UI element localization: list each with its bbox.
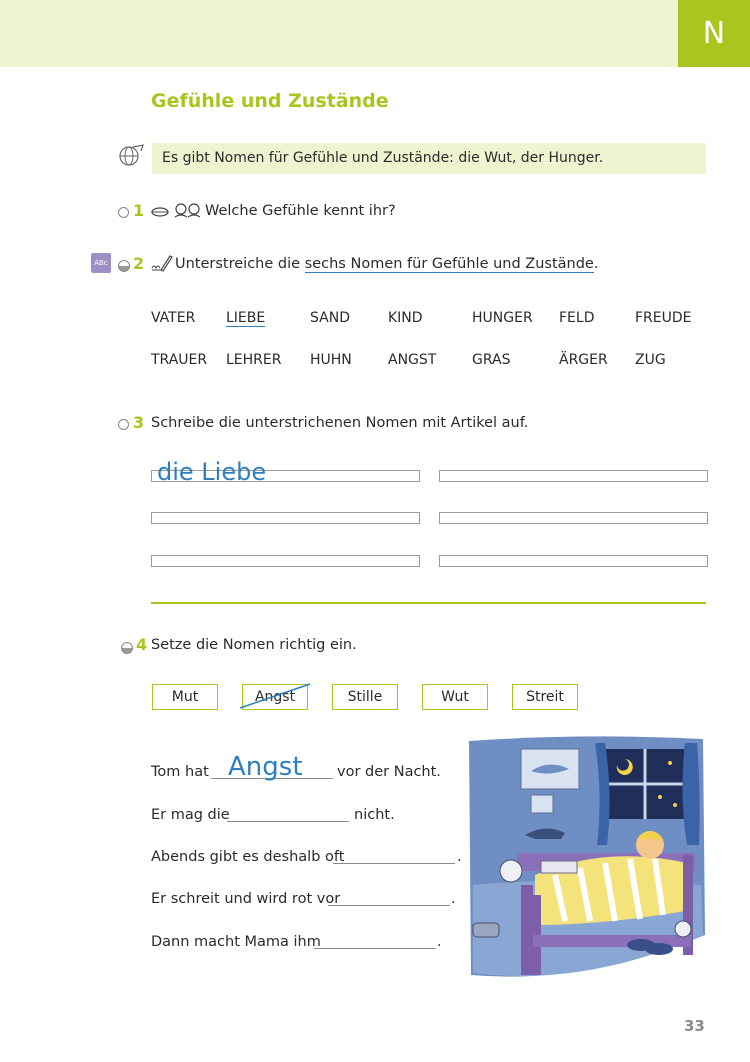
sentence-end: . [437, 934, 442, 950]
difficulty-circle-icon [118, 419, 129, 430]
word-box[interactable] [152, 684, 218, 710]
blank-line[interactable] [328, 904, 450, 906]
globe-pointer-icon [117, 143, 145, 167]
word-box-label: Stille [347, 689, 383, 705]
sentence-end: nicht. [354, 807, 395, 823]
blank-line[interactable] [333, 862, 455, 864]
chapter-letter: N [702, 16, 726, 51]
word[interactable]: ÄRGER [559, 352, 608, 368]
task3-number: 3 [133, 413, 145, 432]
word[interactable]: TRAUER [151, 352, 208, 368]
word-box-label: Mut [171, 689, 199, 705]
bedroom-illustration [465, 735, 707, 991]
word-box[interactable] [332, 684, 398, 710]
difficulty-halfcircle-icon [121, 642, 133, 654]
task3-text: Schreibe die unterstrichenen Nomen mit Artikel auf. [151, 415, 529, 431]
sentence-start: Er schreit und wird rot vor [151, 891, 341, 907]
sentence-end: . [457, 849, 462, 865]
abc-badge-label: ABc [94, 259, 108, 267]
task1-number: 1 [133, 201, 145, 220]
word-box[interactable] [512, 684, 578, 710]
page-number: 33 [684, 1017, 705, 1035]
word[interactable]: ZUG [635, 352, 666, 368]
writing-line[interactable] [151, 512, 420, 524]
task2-text-underlined: sechs Nomen für Gefühle und Zustände [304, 256, 594, 272]
sentence-start: Abends gibt es deshalb oft [151, 849, 345, 865]
word[interactable]: LEHRER [226, 352, 282, 368]
task2-text-before: Unterstreiche die [175, 256, 301, 272]
pencil-write-icon [151, 254, 173, 272]
word[interactable]: FELD [559, 310, 595, 326]
sentence-end: vor der Nacht. [337, 764, 441, 780]
word[interactable]: HUNGER [472, 310, 533, 326]
chapter-tab [678, 0, 750, 67]
writing-line[interactable] [439, 512, 708, 524]
rule-box [152, 143, 706, 174]
word[interactable]: VATER [151, 310, 196, 326]
difficulty-halfcircle-icon [118, 260, 130, 272]
task2-text-after: . [593, 256, 599, 272]
word-box-label: Angst [254, 689, 296, 705]
word[interactable]: FREUDE [635, 310, 692, 326]
abc-badge [91, 253, 111, 273]
task1-text: Welche Gefühle kennt ihr? [205, 203, 396, 219]
blank-line[interactable] [227, 820, 349, 822]
handwritten-answer: Angst [228, 752, 303, 782]
task2-instruction [175, 256, 598, 272]
sentence-start: Er mag die [151, 807, 230, 823]
task4-text: Setze die Nomen richtig ein. [151, 637, 357, 653]
talk-together-icon [151, 203, 203, 219]
sentence-end: . [451, 891, 456, 907]
header-band [0, 0, 678, 67]
rule-text: Es gibt Nomen für Gefühle und Zustände: die Wut, der Hunger. [162, 150, 604, 166]
word-box-label: Wut [441, 689, 469, 705]
strike-through-mark [238, 682, 312, 712]
writing-line[interactable] [151, 555, 420, 567]
page-title: Gefühle und Zustände [151, 90, 389, 112]
word-underlined[interactable]: LIEBE [226, 310, 266, 326]
writing-line[interactable] [439, 470, 708, 482]
word[interactable]: HUHN [310, 352, 352, 368]
difficulty-circle-icon [118, 207, 129, 218]
word[interactable]: SAND [310, 310, 350, 326]
blank-line[interactable] [314, 947, 436, 949]
handwritten-example: die Liebe [157, 458, 267, 486]
word-box[interactable] [422, 684, 488, 710]
word-box-label: Streit [526, 689, 564, 705]
sentence-start: Tom hat [151, 764, 209, 780]
task4-number: 4 [136, 635, 148, 654]
word[interactable]: KIND [388, 310, 423, 326]
sentence-start: Dann macht Mama ihm [151, 934, 321, 950]
word[interactable]: ANGST [388, 352, 437, 368]
writing-line[interactable] [439, 555, 708, 567]
word[interactable]: GRAS [472, 352, 511, 368]
section-divider [151, 602, 706, 604]
task2-number: 2 [133, 254, 145, 273]
